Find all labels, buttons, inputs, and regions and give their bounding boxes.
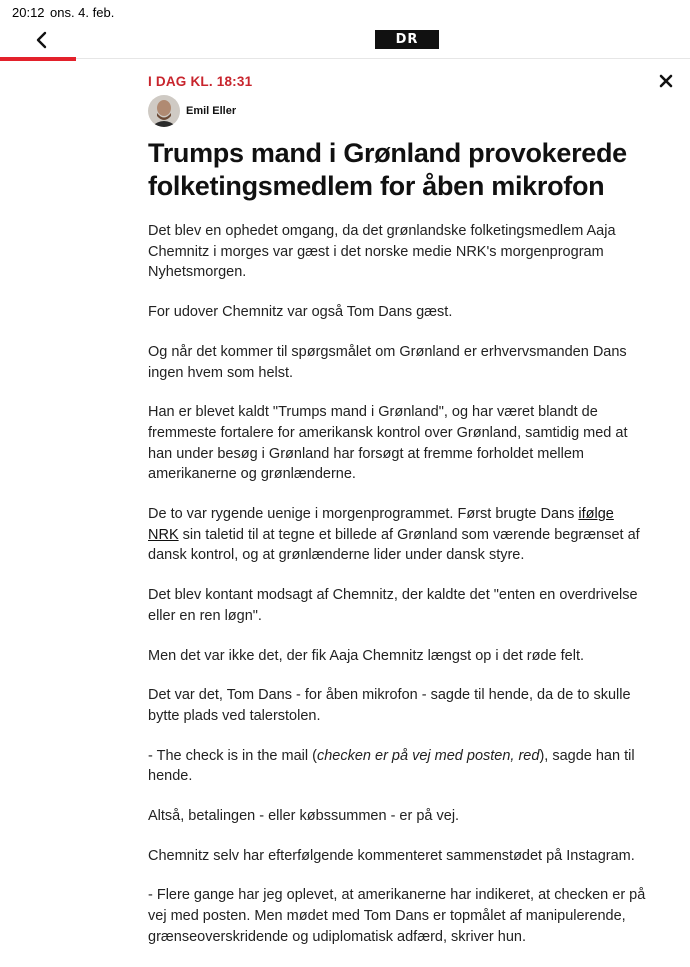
author-byline[interactable] <box>148 95 648 127</box>
nrk-source-link[interactable]: ifølge NRK <box>148 506 614 543</box>
back-button[interactable] <box>30 28 54 52</box>
paragraph <box>148 504 648 566</box>
paragraph-text: - The check is in the mail ( <box>148 747 317 764</box>
paragraph: For udover Chemnitz var også Tom Dans gæst. <box>148 304 453 321</box>
paragraph: - Flere gange har jeg oplevet, at amerikanerne har indikeret, at checken er på vej med posten. Men mødet med Tom Dans er topmålet af manipulerende, grænseoverskridende og udiplomatisk adfærd, skriver hun. <box>148 887 646 945</box>
article-body <box>148 221 648 948</box>
article-headline: Trumps mand i Grønland provokerede folketingsmedlem for åben mikrofon <box>148 138 627 201</box>
article-dateline: I DAG KL. 18:31 <box>148 74 253 89</box>
author-name: Emil Eller <box>186 105 237 117</box>
chevron-left-icon <box>30 28 54 52</box>
status-date: ons. 4. feb. <box>50 5 115 20</box>
paragraph: Chemnitz selv har efterfølgende kommenteret sammenstødet på Instagram. <box>148 847 635 864</box>
author-avatar <box>148 95 180 127</box>
paragraph <box>148 746 648 787</box>
translation-note: checken er på vej med posten, red <box>316 747 540 764</box>
top-navigation <box>0 24 690 59</box>
dr-logo-text: DR <box>395 32 419 47</box>
paragraph: Og når det kommer til spørgsmålet om Grønland er erhvervsmanden Dans ingen hvem som helst. <box>148 343 627 381</box>
paragraph-text: De to var rygende uenige i morgenprogrammet. Først brugte Dans <box>148 506 579 523</box>
paragraph: Det var det, Tom Dans - for åben mikrofon - sagde til hende, da de to skulle bytte plads ved talerstolen. <box>148 687 631 724</box>
paragraph: Men det var ikke det, der fik Aaja Chemnitz længst op i det røde felt. <box>148 647 585 664</box>
paragraph: Det blev kontant modsagt af Chemnitz, der kaldte det "enten en overdrivelse eller en ren løgn". <box>148 587 638 624</box>
paragraph-text: sin taletid til at tegne et billede af Grønland som værende begrænset af dansk kontrol, og at grønlænderne lider under dansk styre. <box>148 526 640 564</box>
status-bar <box>0 0 690 24</box>
paragraph: Altså, betalingen - eller købssummen - er på vej. <box>148 808 460 825</box>
paragraph: Det blev en ophedet omgang, da det grønlandske folketingsmedlem Aaja Chemnitz i morges var gæst i det norske medie NRK's morgenprogram Nyhetsmorgen. <box>148 223 616 281</box>
close-icon <box>655 70 677 92</box>
close-button[interactable] <box>655 70 677 92</box>
dr-logo[interactable] <box>375 30 439 49</box>
paragraph-text: ), sagde han til hende. <box>148 747 635 785</box>
status-time: 20:12 <box>12 5 45 20</box>
paragraph: Han er blevet kaldt "Trumps mand i Grønland", og har været blandt de fremmeste fortalere for amerikansk kontrol over Grønland, samtidig med at han under besøg i Grønland har forsøgt at fremme forholdet mellem amerikanerne og grønlænderne. <box>148 404 628 483</box>
reading-progress-bar <box>0 57 76 61</box>
article <box>148 74 648 967</box>
